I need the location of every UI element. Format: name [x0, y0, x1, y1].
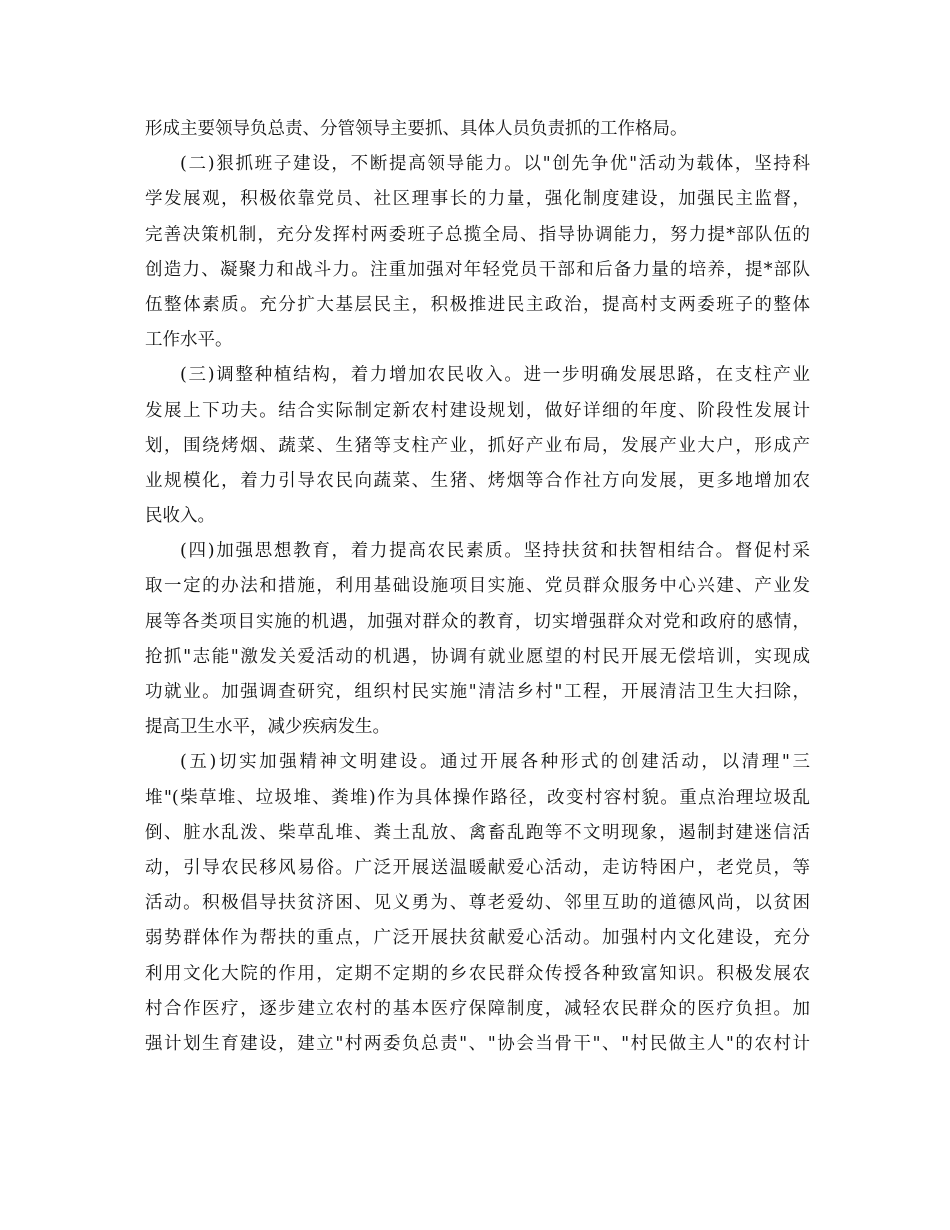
text-line: 堆"(柴草堆、垃圾堆、粪堆)作为具体操作路径，改变村容村貌。重点治理垃圾乱: [145, 787, 810, 808]
text-line: (五)切实加强精神文明建设。通过开展各种形式的创建活动，以清理"三: [180, 752, 810, 773]
text-line: 活动。积极倡导扶贫济困、见义勇为、尊老爱幼、邻里互助的道德风尚，以贫困: [145, 893, 810, 914]
paragraph-3: [145, 534, 810, 745]
text-line: 划，围绕烤烟、蔬菜、生猪等支柱产业，抓好产业布局，发展产业大户，形成产: [145, 435, 810, 456]
paragraph-4: [145, 745, 810, 1062]
text-line: 取一定的办法和措施，利用基础设施项目实施、党员群众服务中心兴建、产业发: [145, 576, 810, 597]
text-line: 发展上下功夫。结合实际制定新农村建设规划，做好详细的年度、阶段性发展计: [145, 400, 810, 421]
text-line: 利用文化大院的作用，定期不定期的乡农民群众传授各种致富知识。积极发展农: [145, 963, 810, 984]
text-line: 抢抓"志能"激发关爱活动的机遇，协调有就业愿望的村民开展无偿培训，实现成: [145, 646, 810, 667]
paragraph-0: [145, 112, 810, 147]
text-line: (二)狠抓班子建设，不断提高领导能力。以"创先争优"活动为载体，坚持科: [180, 154, 810, 175]
text-line: 完善决策机制，充分发挥村两委班子总揽全局、指导协调能力，努力提*部队伍的: [145, 224, 810, 245]
document-body: [145, 112, 810, 1062]
text-line: 业规模化，着力引导农民向蔬菜、生猪、烤烟等合作社方向发展，更多地增加农: [145, 470, 810, 491]
text-line: 倒、脏水乱泼、柴草乱堆、粪土乱放、禽畜乱跑等不文明现象，遏制封建迷信活: [145, 822, 810, 843]
text-line: (四)加强思想教育，着力提高农民素质。坚持扶贫和扶智相结合。督促村采: [180, 541, 810, 562]
text-line: 民收入。: [145, 506, 215, 527]
text-line: 提高卫生水平，减少疾病发生。: [145, 717, 390, 738]
text-line: 创造力、凝聚力和战斗力。注重加强对年轻党员干部和后备力量的培养，提*部队: [145, 259, 810, 280]
text-line: 展等各类项目实施的机遇，加强对群众的教育，切实增强群众对党和政府的感情，: [145, 611, 810, 632]
paragraph-1: [145, 147, 810, 358]
text-line: 伍整体素质。充分扩大基层民主，积极推进民主政治，提高村支两委班子的整体: [145, 294, 810, 315]
text-line: (三)调整种植结构，着力增加农民收入。进一步明确发展思路，在支柱产业: [180, 365, 810, 386]
text-line: 功就业。加强调查研究，组织村民实施"清洁乡村"工程，开展清洁卫生大扫除，: [145, 682, 810, 702]
text-line: 形成主要领导负总责、分管领导主要抓、具体人员负责抓的工作格局。: [145, 119, 688, 139]
text-line: 动，引导农民移风易俗。广泛开展送温暖献爱心活动，走访特困户，老党员，等: [145, 857, 810, 878]
paragraph-2: [145, 358, 810, 534]
text-line: 弱势群体作为帮扶的重点，广泛开展扶贫献爱心活动。加强村内文化建设，充分: [145, 928, 810, 949]
text-line: 工作水平。: [145, 330, 233, 351]
text-line: 村合作医疗，逐步建立农村的基本医疗保障制度，减轻农民群众的医疗负担。加: [145, 998, 810, 1019]
text-line: 强计划生育建设，建立"村两委负总责"、"协会当骨干"、"村民做主人"的农村计: [145, 1033, 810, 1054]
text-line: 学发展观，积极依靠党员、社区理事长的力量，强化制度建设，加强民主监督，: [145, 189, 810, 210]
